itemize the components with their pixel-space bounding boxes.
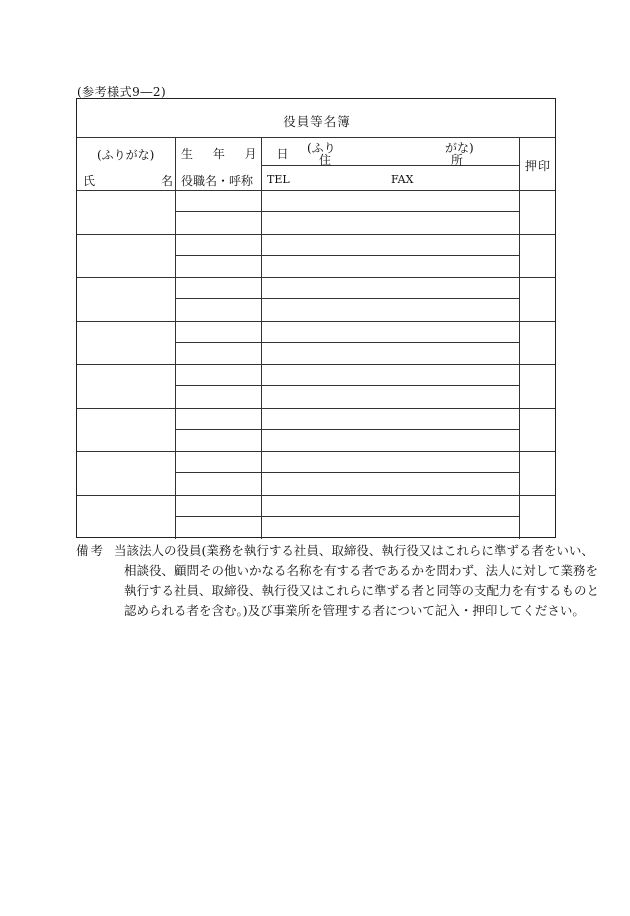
officer-row-divider xyxy=(77,234,555,235)
officer-list-table xyxy=(76,98,556,538)
address-furigana-divider xyxy=(261,165,519,166)
address-label-left: 住 xyxy=(319,153,332,167)
officer-row-divider xyxy=(77,495,555,496)
address-furigana-close: がな) xyxy=(445,141,474,155)
remarks-line: 執行する社員、取締役、執行役又はこれらに準ずる者と同等の支配力を有するものと xyxy=(124,583,600,598)
officer-row-divider xyxy=(77,408,555,409)
officer-subrow-divider xyxy=(175,516,519,517)
form-title: 役員等名簿 xyxy=(283,114,351,129)
officer-subrow-divider xyxy=(175,255,519,256)
header-divider-name xyxy=(77,190,175,191)
officer-row-divider xyxy=(77,277,555,278)
seal-column-border xyxy=(519,137,520,539)
remarks-heading: 備考 xyxy=(76,543,106,558)
officer-subrow-divider xyxy=(175,429,519,430)
birthdate-label: 生 年 月 日 xyxy=(181,147,297,161)
tel-label: TEL xyxy=(267,173,290,186)
furigana-label: (ふりがな) xyxy=(97,148,155,162)
address-label-right: 所 xyxy=(451,153,464,167)
header-divider xyxy=(175,190,519,191)
fax-label: FAX xyxy=(391,173,414,186)
name-column-border xyxy=(175,137,176,539)
officer-row-divider xyxy=(77,451,555,452)
birthdate-column-border xyxy=(261,137,262,539)
name-label-left: 氏 xyxy=(83,174,96,188)
header-divider-seal xyxy=(519,190,555,191)
reference-form-label: (参考様式9―2) xyxy=(77,85,167,99)
address-furigana-open: (ふり xyxy=(307,141,336,155)
officer-subrow-divider xyxy=(175,211,519,212)
officer-subrow-divider xyxy=(175,298,519,299)
remarks-line: 相談役、顧問その他いかなる名称を有する者であるかを問わず、法人に対して業務を xyxy=(124,563,599,578)
position-title-label: 役職名・呼称 xyxy=(181,174,254,188)
remarks-line: 認められる者を含む。)及び事業所を管理する者について記入・押印してください。 xyxy=(124,603,585,618)
officer-subrow-divider xyxy=(175,472,519,473)
officer-subrow-divider xyxy=(175,385,519,386)
name-label-right: 名 xyxy=(161,174,174,188)
remarks-body xyxy=(114,541,600,621)
seal-label: 押印 xyxy=(525,159,552,173)
officer-row-divider xyxy=(77,364,555,365)
remarks-line: 当該法人の役員(業務を執行する社員、取締役、執行役又はこれらに準ずる者をいい、 xyxy=(114,543,594,558)
officer-row-divider xyxy=(77,321,555,322)
title-divider xyxy=(77,137,555,138)
officer-subrow-divider xyxy=(175,342,519,343)
